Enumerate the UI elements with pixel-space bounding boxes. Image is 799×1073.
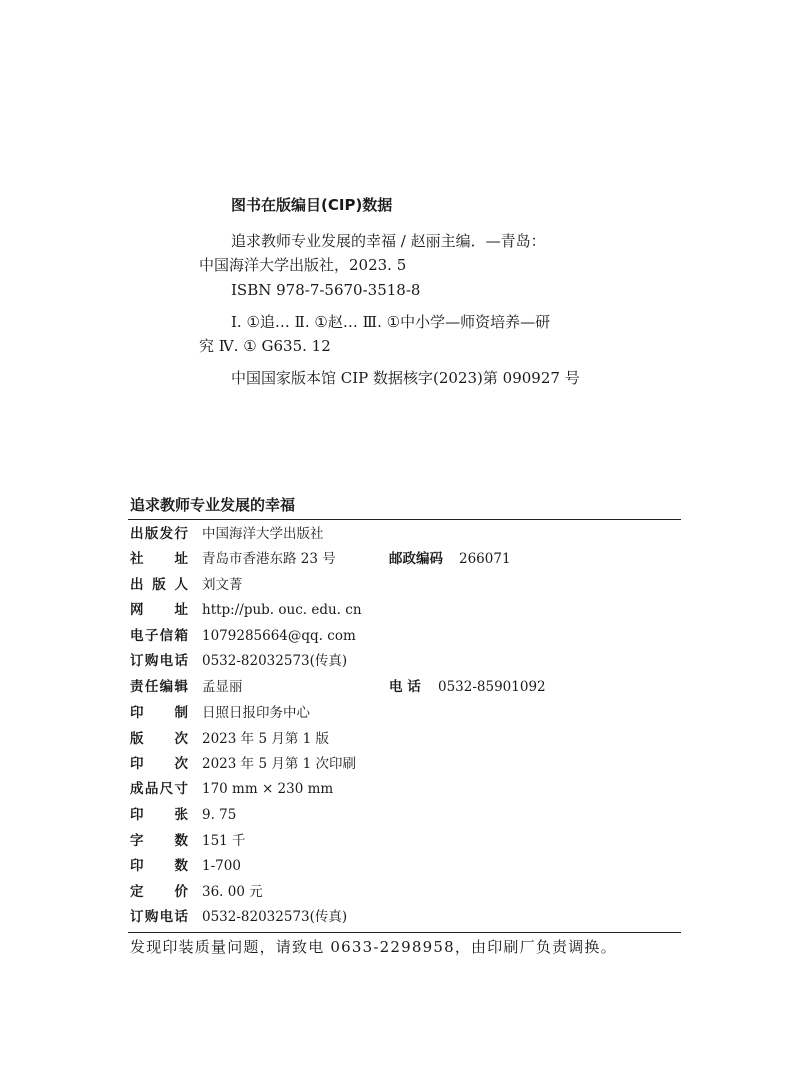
colophon-row-label [130, 730, 188, 748]
label-char: 箱 [174, 628, 188, 644]
colophon-row-value-secondary: 266071 [459, 551, 511, 567]
label-char: 印 [130, 705, 144, 721]
colophon-row-label [130, 780, 188, 798]
colophon-bottom-rule [128, 932, 681, 933]
colophon-row-label-secondary: 邮政编码 [389, 551, 443, 567]
colophon-row-label [130, 883, 188, 901]
label-char: 寸 [174, 781, 188, 797]
label-char: 订 [130, 653, 144, 669]
label-char: 出 [130, 526, 144, 542]
colophon-row-value-secondary: 0532-85901092 [438, 679, 546, 695]
colophon-row-label [130, 806, 188, 824]
label-char: 辑 [174, 679, 188, 695]
label-char: 数 [174, 858, 188, 874]
label-char: 子 [144, 628, 159, 644]
colophon-row-value: 1079285664@qq. com [202, 628, 356, 644]
colophon-row-label [130, 601, 188, 619]
colophon-row-label [130, 652, 188, 670]
label-char: 任 [144, 679, 159, 695]
label-char: 电 [159, 909, 174, 925]
label-char: 印 [130, 858, 144, 874]
colophon-row-value: 孟显丽 [202, 679, 243, 695]
colophon-row-value: 0532-82032573(传真) [202, 909, 348, 925]
label-char: 购 [144, 909, 159, 925]
cip-line-isbn: ISBN 978-7-5670-3518-8 [231, 281, 421, 299]
label-char: 人 [174, 577, 188, 593]
label-char: 话 [174, 909, 188, 925]
cip-line-subject: Ⅰ. ①追… Ⅱ. ①赵… Ⅲ. ①中小学—师资培养—研 [231, 313, 551, 331]
label-char: 版 [152, 577, 166, 593]
label-char: 电 [159, 653, 174, 669]
colophon-row-value: 9. 75 [202, 807, 237, 823]
label-char: 张 [174, 807, 188, 823]
label-char: 制 [174, 705, 188, 721]
colophon-row-value: 2023 年 5 月第 1 版 [202, 731, 329, 747]
label-char: 品 [144, 781, 159, 797]
cip-line-publisher: 中国海洋大学出版社，2023. 5 [199, 256, 407, 274]
label-char: 行 [174, 526, 188, 542]
label-char: 字 [130, 833, 144, 849]
colophon-row-label [130, 627, 188, 645]
colophon-row-value: 1-700 [202, 858, 241, 874]
colophon-row-value: 0532-82032573(传真) [202, 653, 348, 669]
colophon-row-label [130, 832, 188, 850]
label-char: 尺 [159, 781, 174, 797]
label-char: 次 [174, 756, 188, 772]
label-char: 版 [144, 526, 159, 542]
label-char: 价 [174, 884, 188, 900]
colophon-top-rule [128, 519, 681, 520]
cip-line-number: 中国国家版本馆 CIP 数据核字(2023)第 090927 号 [231, 369, 580, 387]
cip-heading: 图书在版编目(CIP)数据 [231, 196, 393, 214]
colophon-row-value: 170 mm × 230 mm [202, 781, 334, 797]
colophon-row-label [130, 525, 188, 543]
cip-line-subject-cont: 究 Ⅳ. ① G635. 12 [199, 337, 331, 355]
colophon-row-label [130, 576, 188, 594]
colophon-row-value: 青岛市香港东路 23 号 [202, 551, 336, 567]
colophon-row-label [130, 755, 188, 773]
colophon-row-label [130, 678, 188, 696]
colophon-row-value: 2023 年 5 月第 1 次印刷 [202, 756, 356, 772]
colophon-row-value: http://pub. ouc. edu. cn [202, 602, 362, 618]
colophon-row-value: 151 千 [202, 833, 246, 849]
colophon-row-label [130, 704, 188, 722]
label-char: 话 [174, 653, 188, 669]
label-char: 数 [174, 833, 188, 849]
label-char: 出 [130, 577, 144, 593]
label-char: 印 [130, 756, 144, 772]
label-char: 责 [130, 679, 144, 695]
colophon-row-label [130, 908, 188, 926]
label-char: 社 [130, 551, 144, 567]
label-char: 发 [159, 526, 174, 542]
cip-line-title: 追求教师专业发展的幸福 / 赵丽主编．—青岛： [231, 232, 546, 250]
colophon-row-value: 36. 00 元 [202, 884, 263, 900]
label-char: 编 [159, 679, 174, 695]
colophon-title: 追求教师专业发展的幸福 [130, 496, 296, 514]
label-char: 成 [130, 781, 144, 797]
label-char: 址 [174, 602, 188, 618]
label-char: 次 [174, 731, 188, 747]
label-char: 定 [130, 884, 144, 900]
label-char: 址 [174, 551, 188, 567]
quality-notice: 发现印装质量问题，请致电 0633-2298958，由印刷厂负责调换。 [130, 938, 617, 956]
label-char: 版 [130, 731, 144, 747]
label-char: 购 [144, 653, 159, 669]
colophon-row-value: 日照日报印务中心 [202, 705, 310, 721]
label-char: 信 [159, 628, 174, 644]
colophon-row-label [130, 857, 188, 875]
label-char: 网 [130, 602, 144, 618]
label-char: 印 [130, 807, 144, 823]
colophon-row-value: 刘文菁 [202, 577, 243, 593]
label-char: 电 [130, 628, 144, 644]
label-char: 订 [130, 909, 144, 925]
colophon-row-label [130, 550, 188, 568]
colophon-row-label-secondary: 电 话 [389, 679, 421, 695]
colophon-row-value: 中国海洋大学出版社 [202, 526, 324, 542]
